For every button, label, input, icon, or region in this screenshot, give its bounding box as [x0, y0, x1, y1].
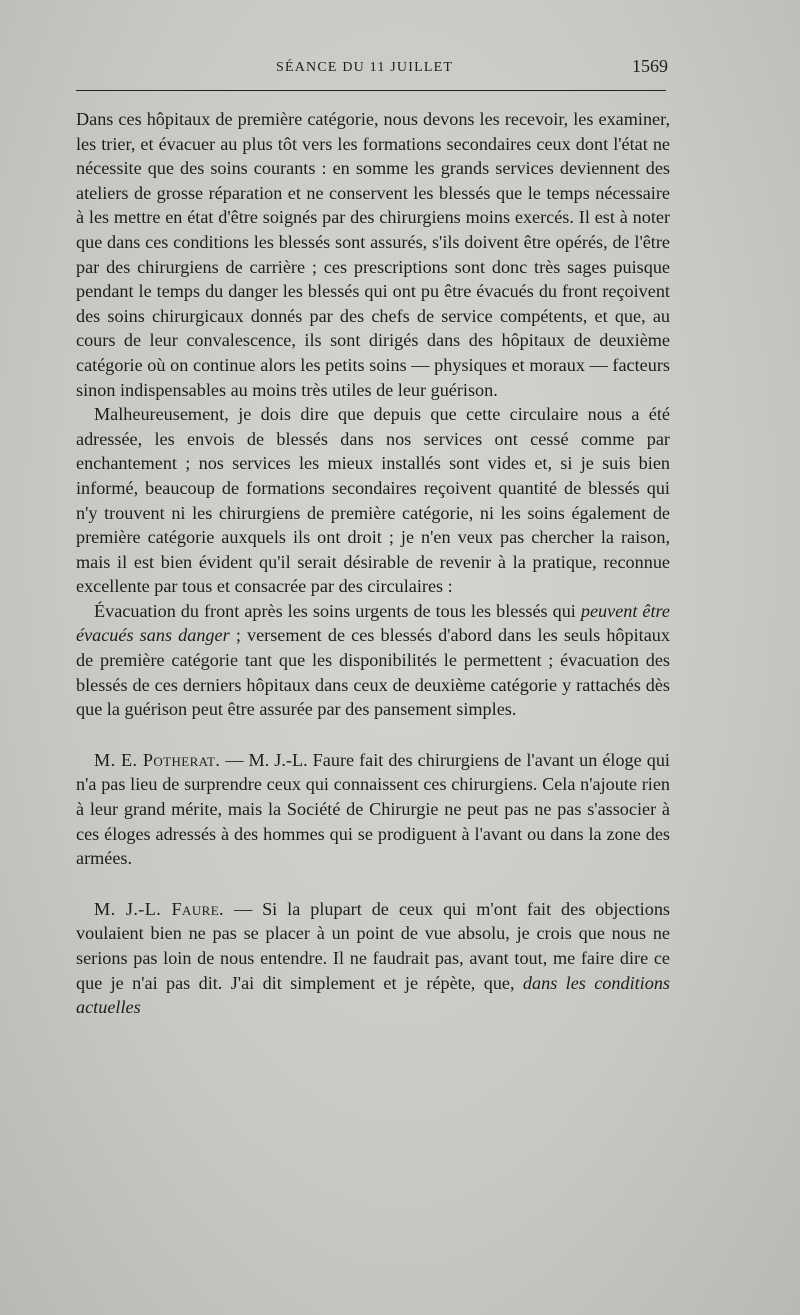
paragraph-5 [76, 897, 670, 1020]
paragraph-2: Malheureusement, je dois dire que depuis que cette circulaire nous a été adressée, les envois de blessés dans nos services ont cessé comme par enchantement ; nos services les mieux installés sont vides et, si je suis bien informé, beaucoup de formations secondaires reçoivent quantité de blessés qui n'y trouvent ni les chirurgiens de première catégorie, ni les soins également de première catégorie auxquels ils ont droit ; je n'en veux pas chercher la raison, mais il est bien évident qu'il serait désirable de revenir à la pratique, reconnue excellente par tous et consacrée par des circulaires : [76, 404, 670, 597]
speaker-faure: M. J.-L. Faure. [94, 898, 224, 919]
paragraph-4 [76, 748, 670, 871]
paragraph-3-italic: peuvent être évacués sans danger [76, 600, 670, 646]
running-title: SÉANCE DU 11 JUILLET [276, 60, 454, 75]
running-head [76, 50, 670, 84]
paragraph-5-text: — Si la plupart de ceux qui m'ont fait des objections voulaient bien ne pas se placer à un point de vue absolu, je crois que nous ne serions pas loin de nous entendre. Il ne faudrait pas, avant tout, me faire dire ce que je n'ai pas dit. J'ai dit simplement et je répète, que, [76, 898, 671, 993]
paragraph-1: Dans ces hôpitaux de première catégorie, nous devons les recevoir, les examiner, les trier, et évacuer au plus tôt vers les formations secondaires ceux dont l'état ne nécessite que des soins courants : en somme les grands services deviennent des ateliers de grosse réparation et ne conservent les blessés que le temps nécessaire à les mettre en état d'être soignés par des chirurgiens moins exercés. Il est à noter que dans ces conditions les blessés sont assurés, s'ils doivent être opérés, de l'être par des chirurgiens de carrière ; ces prescriptions sont donc très sages puisque pendant le temps du danger les blessés qui ont pu être évacués du front reçoivent des soins chirurgicaux donnés par des chefs de service compétents, et que, au cours de leur convalescence, ils sont dirigés dans des hôpitaux de deuxième catégorie où on continue alors les petits soins — physiques et moraux — facteurs sinon indispensables au moins très utiles de leur guérison. [76, 109, 670, 400]
speaker-potherat: M. E. Potherat. [94, 749, 221, 770]
paragraph-5-italic: dans les conditions actuelles [76, 972, 670, 1018]
paragraph-3 [76, 599, 670, 722]
paragraph-3-end: ; versement de ces blessés d'abord dans les seuls hôpitaux de première catégorie tant que les disponibilités le permettent ; évacuation des blessés de ces derniers hôpitaux dans ceux de deuxième catégorie y rattachés dès que la guérison peut être assurée par des pansement simples. [76, 625, 670, 720]
header-rule [76, 90, 666, 91]
paragraph-3-start: Évacuation du front après les soins urgents de tous les blessés qui [94, 600, 581, 621]
paragraph-gap [76, 722, 670, 748]
body-text [76, 107, 670, 1020]
paragraph-4-text: — M. J.-L. Faure fait des chirurgiens de l'avant un éloge qui n'a pas lieu de surprendre ceux qui connaissent ces chirurgiens. Cela n'ajoute rien à leur grand mérite, mais la Société de Chirurgie ne peut pas ne pas s'associer à ces éloges adressés à des hommes qui se prodiguent à l'avant ou dans la zone des armées. [76, 749, 670, 869]
page-number: 1569 [632, 56, 668, 76]
document-page [76, 50, 670, 1020]
paragraph-gap [76, 871, 670, 897]
